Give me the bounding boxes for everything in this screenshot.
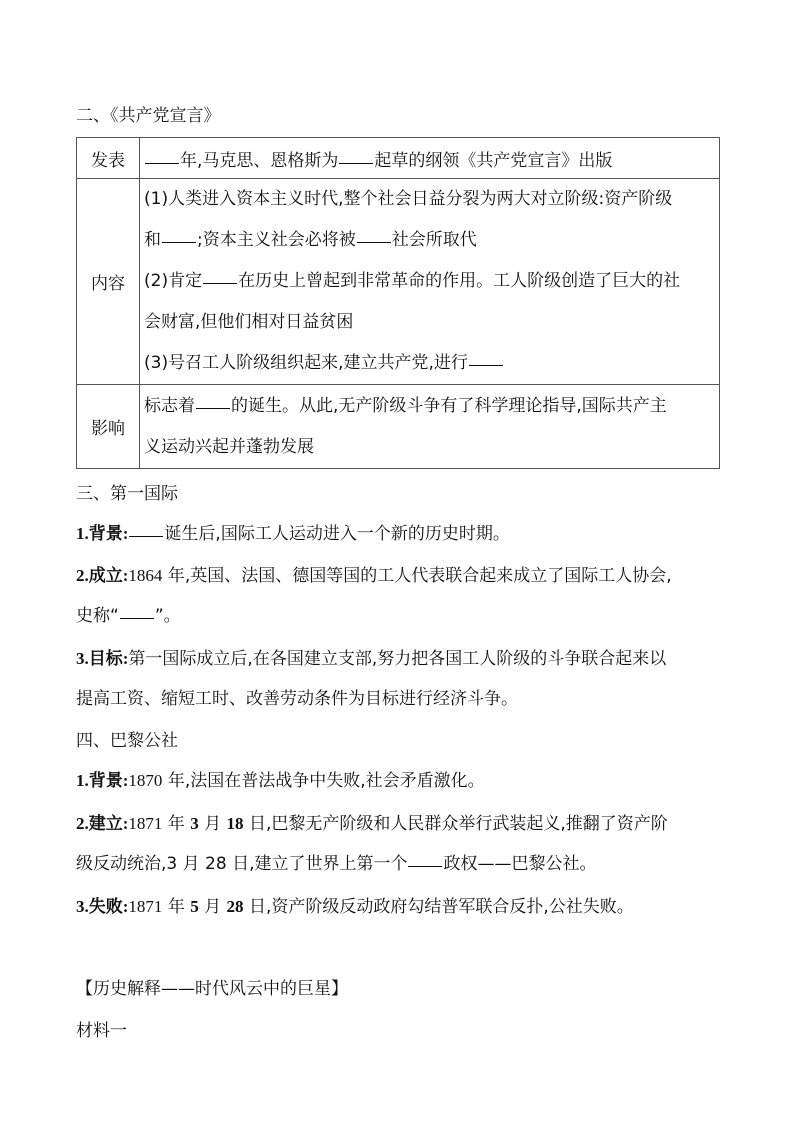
section-heading-first-international: 三、第一国际 xyxy=(76,484,178,504)
fill-blank xyxy=(408,865,442,867)
first-international-founding-cont: 史称“ ”。 xyxy=(76,606,181,626)
fill-blank xyxy=(129,535,163,537)
fill-blank xyxy=(162,241,196,243)
fill-blank xyxy=(203,282,237,284)
material-one-label: 材料一 xyxy=(76,1021,127,1041)
fill-blank xyxy=(357,241,391,243)
row-content-content: (1)人类进入资本主义时代,整个社会日益分裂为两大对立阶级:资产阶级 和 ;资本主义社会必将被 社会所取代 (2)肯定 在历史上曾起到非常革命的作用。工人阶级创造了巨大的社 会财富,但他们相对日益贫困 (3)号召工人阶级组织起来,建立共产党,进行 xyxy=(140,179,720,385)
paris-commune-establish-cont: 级反动统治,3 月 28 日,建立了世界上第一个 政权——巴黎公社。 xyxy=(76,854,597,874)
first-international-background: 1.背景: 诞生后,国际工人运动进入一个新的历史时期。 xyxy=(76,524,510,544)
table-row-publish xyxy=(77,138,720,179)
paris-commune-background: 1.背景:1870 年,法国在普法战争中失败,社会矛盾激化。 xyxy=(76,771,485,791)
fill-blank xyxy=(469,364,503,366)
table-row-content xyxy=(77,179,720,385)
row-content-publish: 年,马克思、恩格斯为 起草的纲领《共产党宣言》出版 xyxy=(140,138,720,179)
fill-blank xyxy=(120,617,154,619)
row-label-content: 内容 xyxy=(77,179,140,385)
row-label-influence: 影响 xyxy=(77,385,140,469)
first-international-founding: 2.成立:1864 年,英国、法国、德国等国的工人代表联合起来成立了国际工人协会, xyxy=(76,566,672,586)
row-label-publish: 发表 xyxy=(77,138,140,179)
section-heading-manifesto: 二、《共产党宣言》 xyxy=(76,106,221,126)
table-row-influence xyxy=(77,385,720,469)
fill-blank xyxy=(196,407,230,409)
first-international-goal-cont: 提高工资、缩短工时、改善劳动条件为目标进行经济斗争。 xyxy=(76,689,518,709)
section-heading-paris-commune: 四、巴黎公社 xyxy=(76,731,178,751)
paris-commune-establish: 2.建立:1871 年 3 月 18 日,巴黎无产阶级和人民群众举行武装起义,推翻了资产阶 xyxy=(76,814,668,834)
first-international-goal: 3.目标:第一国际成立后,在各国建立支部,努力把各国工人阶级的斗争联合起来以 xyxy=(76,649,667,669)
fill-blank xyxy=(339,162,373,164)
historical-interpretation-heading: 【历史解释——时代风云中的巨星】 xyxy=(76,979,348,999)
paris-commune-failure: 3.失败:1871 年 5 月 28 日,资产阶级反动政府勾结普军联合反扑,公社失败。 xyxy=(76,897,634,917)
manifesto-table xyxy=(76,137,720,469)
fill-blank xyxy=(145,162,179,164)
row-content-influence: 标志着 的诞生。从此,无产阶级斗争有了科学理论指导,国际共产主 义运动兴起并蓬勃发展 xyxy=(140,385,720,469)
